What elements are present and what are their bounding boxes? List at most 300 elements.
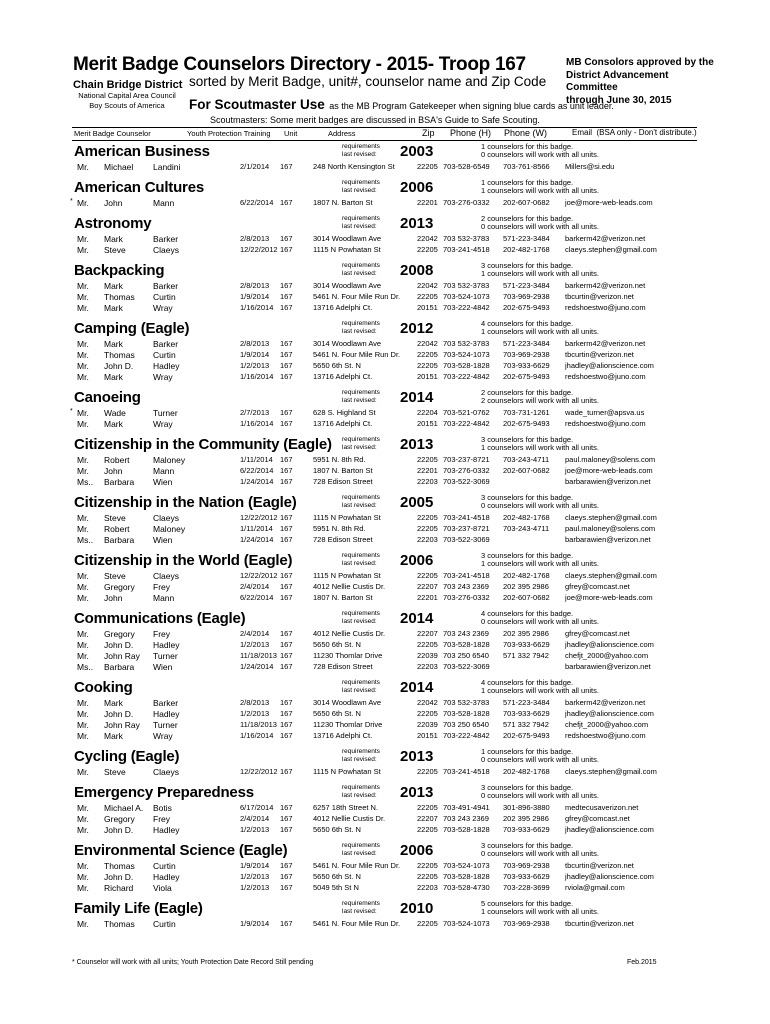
address: 4012 Nellie Custis Dr. <box>313 814 386 823</box>
address: 6257 18th Street N. <box>313 803 379 812</box>
name-prefix: Mr. <box>77 245 89 255</box>
badge-section <box>0 213 770 260</box>
counselor-row <box>0 593 770 604</box>
zip-code: 22201 <box>417 593 438 602</box>
ypt-date: 1/24/2014 <box>240 477 274 486</box>
name-prefix: Mr. <box>77 198 89 208</box>
last-name: Wien <box>153 535 173 545</box>
name-prefix: Mr. <box>77 582 89 592</box>
requirements-label <box>342 262 380 278</box>
zip-code: 22203 <box>417 535 438 544</box>
ypt-date: 2/8/2013 <box>240 339 270 348</box>
badge-header <box>0 434 770 455</box>
name-prefix: Mr. <box>77 651 89 661</box>
phone-work: 703-933-6629 <box>503 872 550 881</box>
col-unit: Unit <box>284 129 298 138</box>
email: claeys.stephen@gmail.com <box>565 513 657 522</box>
address: 1115 N Powhatan St <box>313 767 381 776</box>
name-prefix: Mr. <box>77 524 89 534</box>
first-name: Steve <box>104 245 126 255</box>
zip-code: 22042 <box>417 339 438 348</box>
phone-work: 202-675-9493 <box>503 372 550 381</box>
counselor-count: 1 counselors for this badge. <box>481 747 574 756</box>
counselor-count: 3 counselors for this badge. <box>481 435 574 444</box>
name-prefix: Mr. <box>77 883 89 893</box>
badge-header <box>0 840 770 861</box>
first-name: John <box>104 198 123 208</box>
phone-home: 703-222-4842 <box>443 731 490 740</box>
phone-home: 703-528-1828 <box>443 825 490 834</box>
revision-year: 2006 <box>400 842 434 859</box>
counselor-row <box>0 803 770 814</box>
counselor-counts <box>481 748 599 764</box>
first-name: Gregory <box>104 629 135 639</box>
phone-work: 202-482-1768 <box>503 245 550 254</box>
address: 11230 Thomlar Drive <box>313 720 383 729</box>
badge-name: Environmental Science (Eagle) <box>74 842 288 859</box>
counselor-counts <box>481 143 599 159</box>
first-name: Mark <box>104 698 123 708</box>
zip-code: 22205 <box>417 919 438 928</box>
address: 3014 Woodlawn Ave <box>313 339 382 348</box>
badge-section <box>0 318 770 387</box>
counselor-row <box>0 350 770 361</box>
email: wade_turner@apsva.us <box>565 408 645 417</box>
address: 1115 N Powhatan St <box>313 513 381 522</box>
ypt-date: 1/2/2013 <box>240 361 270 370</box>
zip-code: 22203 <box>417 477 438 486</box>
email: barkerm42@verizon.net <box>565 698 646 707</box>
phone-work: 202-675-9493 <box>503 419 550 428</box>
counselor-row <box>0 339 770 350</box>
phone-work: 703-243-4711 <box>503 455 550 464</box>
counselor-row <box>0 662 770 673</box>
zip-code: 22205 <box>417 861 438 870</box>
counselor-count: 2 counselors for this badge. <box>481 388 574 397</box>
address: 5461 N. Four Mile Run Dr. <box>313 861 401 870</box>
all-units-count: 1 counselors will work with all units. <box>481 443 599 452</box>
badge-section <box>0 608 770 677</box>
address: 728 Edison Street <box>313 535 373 544</box>
address: 1115 N Powhatan St <box>313 571 381 580</box>
all-units-count: 0 counselors will work with all units. <box>481 501 599 510</box>
requirements-label <box>342 389 380 405</box>
counselor-row <box>0 731 770 742</box>
revision-year: 2003 <box>400 143 434 160</box>
column-header-row <box>72 127 697 141</box>
badge-header <box>0 213 770 234</box>
zip-code: 22205 <box>417 709 438 718</box>
unit-number: 167 <box>280 245 293 254</box>
first-name: John D. <box>104 640 134 650</box>
phone-work: 703-243-4711 <box>503 524 550 533</box>
ypt-date: 12/22/2012 <box>240 767 278 776</box>
first-name: John D. <box>104 361 134 371</box>
last-revised-text: last revised: <box>342 223 377 230</box>
counselor-row <box>0 303 770 314</box>
page-title: Merit Badge Counselors Directory - 2015- Troop 167 <box>73 54 526 75</box>
approval-line-1: MB Consolors approved by the <box>566 57 714 68</box>
unit-number: 167 <box>280 234 293 243</box>
phone-home: 703-522-3069 <box>443 535 490 544</box>
phone-work: 703-969-2938 <box>503 350 550 359</box>
unit-number: 167 <box>280 372 293 381</box>
name-prefix: Mr. <box>77 803 89 813</box>
first-name: Barbara <box>104 535 135 545</box>
email: tbcurtin@verizon.net <box>565 861 634 870</box>
badge-header <box>0 782 770 803</box>
zip-code: 22203 <box>417 662 438 671</box>
name-prefix: Mr. <box>77 162 89 172</box>
requirements-label <box>342 552 380 568</box>
phone-work: 202-607-0682 <box>503 593 550 602</box>
zip-code: 22042 <box>417 234 438 243</box>
ypt-date: 12/22/2012 <box>240 513 278 522</box>
requirements-text: requirements <box>342 610 380 617</box>
phone-home: 703-276-0332 <box>443 593 490 602</box>
zip-code: 22207 <box>417 629 438 638</box>
phone-work: 202-482-1768 <box>503 571 550 580</box>
phone-home: 703-522-3069 <box>443 477 490 486</box>
counselor-row <box>0 372 770 383</box>
ypt-date: 1/9/2014 <box>240 919 270 928</box>
unit-number: 167 <box>280 477 293 486</box>
col-phone-h: Phone (H) <box>450 128 492 138</box>
first-name: John D. <box>104 872 134 882</box>
counselor-row <box>0 162 770 173</box>
col-address: Address <box>328 129 356 138</box>
all-units-marker: * <box>70 408 73 415</box>
first-name: Steve <box>104 571 126 581</box>
unit-number: 167 <box>280 582 293 591</box>
address: 1115 N Powhatan St <box>313 245 381 254</box>
zip-code: 22205 <box>417 162 438 171</box>
first-name: John Ray <box>104 651 140 661</box>
first-name: Michael A. <box>104 803 144 813</box>
requirements-text: requirements <box>342 748 380 755</box>
phone-work: 202-482-1768 <box>503 767 550 776</box>
first-name: Thomas <box>104 861 135 871</box>
last-name: Botis <box>153 803 172 813</box>
last-name: Curtin <box>153 292 176 302</box>
address: 5650 6th St. N <box>313 872 361 881</box>
zip-code: 22205 <box>417 571 438 580</box>
email: chefjt_2000@yahoo.com <box>565 720 649 729</box>
address: 628 S. Highland St <box>313 408 376 417</box>
zip-code: 22205 <box>417 292 438 301</box>
phone-home: 703-528-1828 <box>443 640 490 649</box>
unit-number: 167 <box>280 767 293 776</box>
phone-work: 703-933-6629 <box>503 709 550 718</box>
requirements-label <box>342 436 380 452</box>
badge-name: Cooking <box>74 679 133 696</box>
all-units-count: 0 counselors will work with all units. <box>481 222 599 231</box>
all-units-count: 1 counselors will work with all units. <box>481 327 599 336</box>
unit-number: 167 <box>280 872 293 881</box>
phone-home: 703-528-1828 <box>443 361 490 370</box>
first-name: Mark <box>104 419 123 429</box>
phone-home: 703 532-3783 <box>443 698 490 707</box>
name-prefix: Ms.. <box>77 662 94 672</box>
badge-name: Astronomy <box>74 215 152 232</box>
counselor-count: 1 counselors for this badge. <box>481 178 574 187</box>
badge-name: Citizenship in the World (Eagle) <box>74 552 293 569</box>
col-email <box>572 128 697 137</box>
email: barkerm42@verizon.net <box>565 281 646 290</box>
last-revised-text: last revised: <box>342 908 377 915</box>
zip-code: 22205 <box>417 524 438 533</box>
phone-work: 703-228-3699 <box>503 883 550 892</box>
address: 1807 N. Barton St <box>313 593 373 602</box>
last-name: Wray <box>153 419 173 429</box>
last-revised-text: last revised: <box>342 270 377 277</box>
zip-code: 20151 <box>417 419 438 428</box>
last-name: Landini <box>153 162 181 172</box>
ypt-date: 1/24/2014 <box>240 662 274 671</box>
unit-number: 167 <box>280 883 293 892</box>
first-name: Wade <box>104 408 126 418</box>
first-name: John <box>104 466 123 476</box>
counselor-count: 3 counselors for this badge. <box>481 783 574 792</box>
counselor-row <box>0 477 770 488</box>
email: redshoestwo@juno.com <box>565 303 646 312</box>
counselor-row <box>0 582 770 593</box>
badge-section <box>0 840 770 898</box>
unit-number: 167 <box>280 361 293 370</box>
unit-number: 167 <box>280 698 293 707</box>
counselor-row <box>0 535 770 546</box>
name-prefix: Mr. <box>77 466 89 476</box>
address: 5049 5th St N <box>313 883 359 892</box>
phone-work: 571 332 7942 <box>503 651 549 660</box>
name-prefix: Mr. <box>77 767 89 777</box>
unit-number: 167 <box>280 350 293 359</box>
zip-code: 22201 <box>417 198 438 207</box>
email: claeys.stephen@gmail.com <box>565 245 657 254</box>
zip-code: 20151 <box>417 303 438 312</box>
badge-name: Camping (Eagle) <box>74 320 190 337</box>
email: claeys.stephen@gmail.com <box>565 571 657 580</box>
address: 5951 N. 8th Rd. <box>313 455 366 464</box>
last-name: Claeys <box>153 513 179 523</box>
badge-header <box>0 260 770 281</box>
badge-section <box>0 677 770 746</box>
counselor-row <box>0 198 770 209</box>
phone-work: 202 395 2986 <box>503 814 549 823</box>
zip-code: 22039 <box>417 651 438 660</box>
all-units-count: 0 counselors will work with all units. <box>481 617 599 626</box>
unit-number: 167 <box>280 709 293 718</box>
phone-home: 703 243 2369 <box>443 629 489 638</box>
name-prefix: Ms.. <box>77 535 94 545</box>
name-prefix: Mr. <box>77 720 89 730</box>
address: 11230 Thomlar Drive <box>313 651 383 660</box>
counselor-count: 3 counselors for this badge. <box>481 841 574 850</box>
counselor-row <box>0 513 770 524</box>
counselor-counts <box>481 494 599 510</box>
approval-line-3: through June 30, 2015 <box>566 94 672 106</box>
badge-section <box>0 434 770 492</box>
last-name: Curtin <box>153 350 176 360</box>
unit-number: 167 <box>280 408 293 417</box>
phone-work: 571 332 7942 <box>503 720 549 729</box>
first-name: Gregory <box>104 814 135 824</box>
requirements-label <box>342 610 380 626</box>
zip-code: 22205 <box>417 872 438 881</box>
counselor-row <box>0 281 770 292</box>
badge-section <box>0 492 770 550</box>
address: 5650 6th St. N <box>313 825 361 834</box>
last-revised-text: last revised: <box>342 560 377 567</box>
requirements-label <box>342 784 380 800</box>
last-name: Wray <box>153 731 173 741</box>
ypt-date: 6/22/2014 <box>240 198 274 207</box>
first-name: Gregory <box>104 582 135 592</box>
name-prefix: Mr. <box>77 629 89 639</box>
counselor-counts <box>481 679 599 695</box>
requirements-text: requirements <box>342 494 380 501</box>
name-prefix: Mr. <box>77 825 89 835</box>
last-name: Maloney <box>153 524 186 534</box>
counselor-row <box>0 720 770 731</box>
requirements-text: requirements <box>342 179 380 186</box>
phone-work: 202-675-9493 <box>503 303 550 312</box>
counselor-row <box>0 361 770 372</box>
email: joe@more-web-leads.com <box>565 198 653 207</box>
approval-note <box>566 57 716 107</box>
requirements-label <box>342 494 380 510</box>
badge-section <box>0 387 770 434</box>
zip-code: 22205 <box>417 825 438 834</box>
ypt-date: 2/1/2014 <box>240 162 270 171</box>
ypt-date: 1/9/2014 <box>240 861 270 870</box>
email: gfrey@comcast.net <box>565 814 630 823</box>
all-units-count: 1 counselors will work with all units. <box>481 686 599 695</box>
name-prefix: Mr. <box>77 861 89 871</box>
first-name: John D. <box>104 825 134 835</box>
counselor-row <box>0 872 770 883</box>
revision-year: 2014 <box>400 610 434 627</box>
address: 5650 6th St. N <box>313 640 361 649</box>
email: barbarawien@verizon.net <box>565 477 651 486</box>
col-counselor: Merit Badge Counselor <box>74 129 151 138</box>
ypt-date: 2/8/2013 <box>240 698 270 707</box>
last-revised-text: last revised: <box>342 397 377 404</box>
address: 5461 N. Four Mile Run Dr. <box>313 292 401 301</box>
zip-code: 22042 <box>417 281 438 290</box>
unit-number: 167 <box>280 524 293 533</box>
counselor-row <box>0 234 770 245</box>
counselor-count: 4 counselors for this badge. <box>481 678 574 687</box>
badge-name: Emergency Preparedness <box>74 784 254 801</box>
requirements-label <box>342 679 380 695</box>
col-zip: Zip <box>422 128 435 138</box>
email: barkerm42@verizon.net <box>565 234 646 243</box>
phone-home: 703-276-0332 <box>443 466 490 475</box>
counselor-counts <box>481 552 599 568</box>
email: redshoestwo@juno.com <box>565 419 646 428</box>
unit-number: 167 <box>280 825 293 834</box>
counselor-row <box>0 919 770 930</box>
phone-home: 703-524-1073 <box>443 861 490 870</box>
ypt-date: 12/22/2012 <box>240 245 278 254</box>
counselor-count: 3 counselors for this badge. <box>481 261 574 270</box>
last-name: Hadley <box>153 825 180 835</box>
counselor-counts <box>481 320 599 336</box>
safe-scouting-note: Scoutmasters: Some merit badges are discussed in BSA's Guide to Safe Scouting. <box>210 115 540 125</box>
first-name: Robert <box>104 455 130 465</box>
email: Millers@si.edu <box>565 162 615 171</box>
first-name: Barbara <box>104 662 135 672</box>
badge-name: Family Life (Eagle) <box>74 900 203 917</box>
address: 5951 N. 8th Rd. <box>313 524 366 533</box>
counselor-row <box>0 419 770 430</box>
ypt-date: 2/8/2013 <box>240 234 270 243</box>
name-prefix: Mr. <box>77 281 89 291</box>
district-name: Chain Bridge District <box>73 79 183 91</box>
last-name: Turner <box>153 651 178 661</box>
phone-home: 703-524-1073 <box>443 919 490 928</box>
email: barbarawien@verizon.net <box>565 535 651 544</box>
ypt-date: 2/8/2013 <box>240 281 270 290</box>
unit-number: 167 <box>280 198 293 207</box>
ypt-date: 1/16/2014 <box>240 731 274 740</box>
email: medtecusaverizon.net <box>565 803 639 812</box>
email: jhadley@alionscience.com <box>565 709 654 718</box>
phone-home: 703-241-4518 <box>443 513 490 522</box>
name-prefix: Mr. <box>77 372 89 382</box>
phone-work: 703-933-6629 <box>503 825 550 834</box>
counselor-row <box>0 825 770 836</box>
badge-name: Backpacking <box>74 262 165 279</box>
phone-home: 703 532-3783 <box>443 281 490 290</box>
address: 728 Edison Street <box>313 477 373 486</box>
phone-work: 202-482-1768 <box>503 513 550 522</box>
counselor-row <box>0 524 770 535</box>
first-name: John Ray <box>104 720 140 730</box>
first-name: Robert <box>104 524 130 534</box>
email: redshoestwo@juno.com <box>565 372 646 381</box>
email: tbcurtin@verizon.net <box>565 292 634 301</box>
requirements-text: requirements <box>342 389 380 396</box>
last-name: Claeys <box>153 767 179 777</box>
last-name: Claeys <box>153 245 179 255</box>
email: tbcurtin@verizon.net <box>565 350 634 359</box>
ypt-date: 2/4/2014 <box>240 582 270 591</box>
phone-work: 571-223-3484 <box>503 339 550 348</box>
counselor-counts <box>481 215 599 231</box>
phone-work: 202-607-0682 <box>503 198 550 207</box>
badge-header <box>0 608 770 629</box>
badge-name: Citizenship in the Community (Eagle) <box>74 436 332 453</box>
phone-work: 703-731-1261 <box>503 408 550 417</box>
unit-number: 167 <box>280 281 293 290</box>
last-revised-text: last revised: <box>342 328 377 335</box>
email: gfrey@comcast.net <box>565 629 630 638</box>
all-units-count: 0 counselors will work with all units. <box>481 849 599 858</box>
phone-home: 703-524-1073 <box>443 292 490 301</box>
counselor-row <box>0 408 770 419</box>
revision-year: 2013 <box>400 215 434 232</box>
first-name: Mark <box>104 234 123 244</box>
name-prefix: Mr. <box>77 350 89 360</box>
address: 13716 Adelphi Ct. <box>313 419 373 428</box>
badge-header <box>0 387 770 408</box>
phone-home: 703-528-1828 <box>443 872 490 881</box>
zip-code: 22201 <box>417 466 438 475</box>
phone-work: 703-933-6629 <box>503 640 550 649</box>
address: 5461 N. Four Mile Run Dr. <box>313 919 401 928</box>
